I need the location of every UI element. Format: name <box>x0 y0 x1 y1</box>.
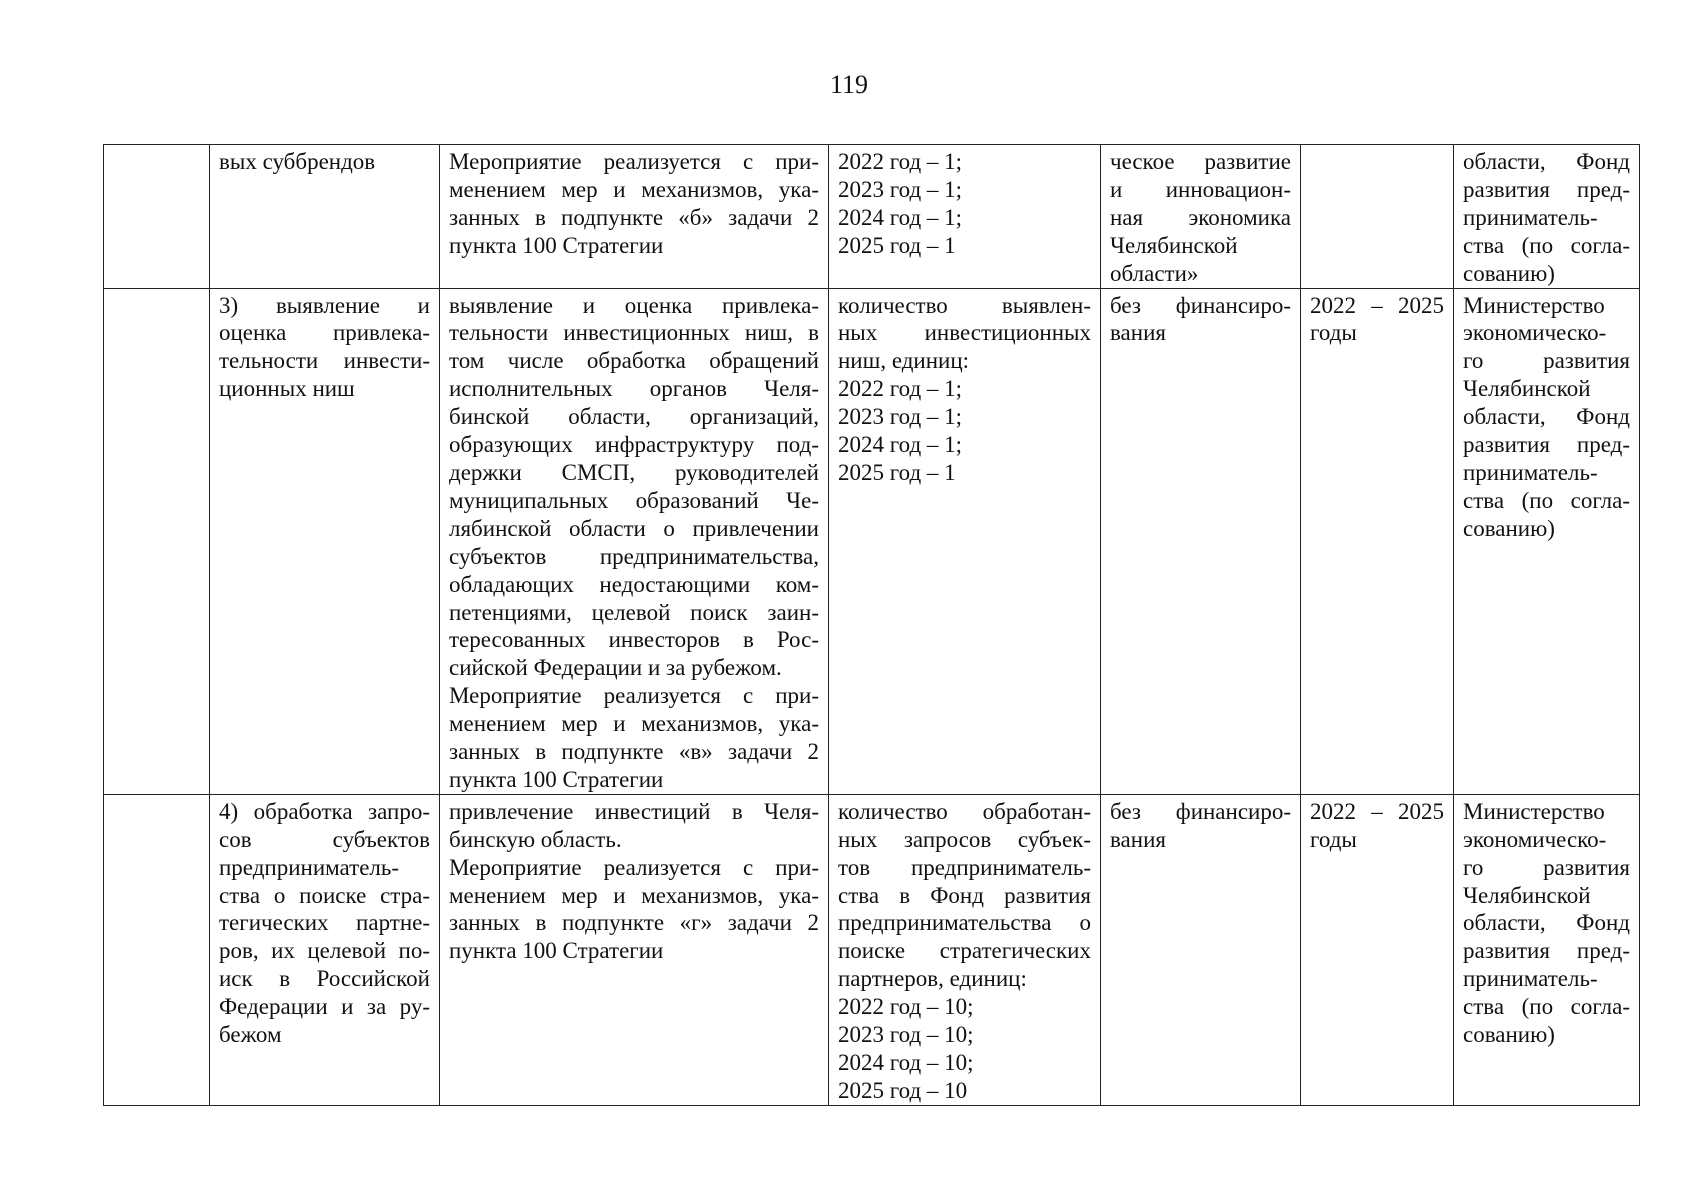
text-line: сийской Федерации и за рубежом. <box>449 655 782 681</box>
text-line: 2022 – 2025 <box>1310 292 1444 318</box>
text-line: 2025 год – 10 <box>838 1077 968 1103</box>
text-line: обладающих недостающими ком- <box>449 571 819 597</box>
executor-cell <box>1454 794 1640 1105</box>
text-line: менением мер и механизмов, ука- <box>449 882 819 908</box>
text-line: субъектов предпринимательства, <box>449 543 819 569</box>
text-line: тегических партне- <box>219 910 430 936</box>
funding-cell <box>1101 794 1301 1105</box>
executor-cell <box>1454 288 1640 794</box>
indicator-cell <box>829 145 1101 289</box>
funding-cell <box>1101 145 1301 289</box>
text-line: сованию) <box>1463 1022 1555 1048</box>
text-line: го развития <box>1463 348 1630 374</box>
text-line: муниципальных образований Че- <box>449 487 819 513</box>
text-line: ства в Фонд развития <box>838 882 1091 908</box>
table-row <box>104 288 1640 794</box>
text-line: Мероприятие реализуется с при- <box>449 149 819 174</box>
text-line: сованию) <box>1463 260 1555 286</box>
text-line: предпринимательства о <box>838 910 1091 936</box>
table-row <box>104 794 1640 1105</box>
text-line: тельности инвестиционных ниш, в <box>449 320 819 346</box>
text-line: вания <box>1110 320 1166 346</box>
text-line: 2022 год – 1; <box>838 376 963 402</box>
text-line: 2025 год – 1 <box>838 459 956 485</box>
text-line: ных инвестиционных <box>838 320 1091 346</box>
text-line: пункта 100 Стратегии <box>449 766 664 792</box>
text-line: Челябинской <box>1463 882 1591 908</box>
text-line: области, Фонд <box>1463 404 1630 430</box>
text-line: сов субъектов <box>219 826 430 852</box>
measure-content-cell <box>440 794 829 1105</box>
text-line: ных запросов субъек- <box>838 826 1091 852</box>
text-line: Мероприятие реализуется с при- <box>449 854 819 880</box>
measure-content-cell <box>440 288 829 794</box>
text-line: области, Фонд <box>1463 910 1630 936</box>
text-line: 2022 год – 10; <box>838 994 974 1020</box>
table-row <box>104 145 1640 289</box>
text-line: области» <box>1110 260 1199 286</box>
period-cell <box>1301 794 1454 1105</box>
text-line: 3) выявление и <box>219 292 430 318</box>
text-line: развития пред- <box>1463 176 1630 202</box>
text-line: Министерство <box>1463 292 1605 318</box>
text-line: лябинской области о привлечении <box>449 515 819 541</box>
text-line: 4) обработка запро- <box>219 798 430 824</box>
text-line: без финансиро- <box>1110 292 1291 318</box>
text-line: Мероприятие реализуется с при- <box>449 683 819 709</box>
text-line: Федерации и за ру- <box>219 994 430 1020</box>
text-line: количество выявлен- <box>838 292 1091 318</box>
text-line: ства (по согла- <box>1463 487 1630 513</box>
text-line: тов предприниматель- <box>838 854 1091 880</box>
text-line: ческое развитие <box>1110 149 1291 174</box>
measures-table <box>103 144 1640 1106</box>
text-line: ства (по согла- <box>1463 994 1630 1020</box>
text-line: петенциями, целевой поиск заин- <box>449 599 819 625</box>
text-line: 2022 – 2025 <box>1310 798 1444 824</box>
text-line: менением мер и механизмов, ука- <box>449 711 819 737</box>
indicator-cell <box>829 794 1101 1105</box>
text-line: иск в Российской <box>219 966 430 992</box>
text-line: годы <box>1310 320 1357 346</box>
text-line: годы <box>1310 826 1357 852</box>
text-line: 2023 год – 1; <box>838 176 963 202</box>
text-line: пункта 100 Стратегии <box>449 232 664 258</box>
text-line: 2024 год – 10; <box>838 1050 974 1075</box>
text-line: исполнительных органов Челя- <box>449 376 819 402</box>
text-line: приниматель- <box>1463 459 1598 485</box>
text-line: ная экономика <box>1110 204 1291 230</box>
text-line: 2024 год – 1; <box>838 432 963 458</box>
text-line: вых суббрендов <box>219 149 376 174</box>
text-line: том числе обработка обращений <box>449 348 819 374</box>
indicator-cell <box>829 288 1101 794</box>
measure-name-cell <box>210 145 440 289</box>
text-line: Челябинской <box>1463 376 1591 402</box>
text-line: тересованных инвесторов в Рос- <box>449 627 819 653</box>
text-line: занных в подпункте «в» задачи 2 <box>449 739 819 765</box>
text-line: привлечение инвестиций в Челя- <box>449 798 819 824</box>
text-line: бежом <box>219 1022 282 1048</box>
text-line: предприниматель- <box>219 854 400 880</box>
text-line: пункта 100 Стратегии <box>449 938 664 964</box>
text-line: ниш, единиц: <box>838 348 970 374</box>
text-line: экономическо- <box>1463 826 1607 852</box>
text-line: приниматель- <box>1463 204 1598 230</box>
period-cell <box>1301 288 1454 794</box>
text-line: приниматель- <box>1463 966 1598 992</box>
text-line: 2023 год – 1; <box>838 404 963 430</box>
text-line: занных в подпункте «б» задачи 2 <box>449 204 819 230</box>
row-number-cell <box>104 288 210 794</box>
measure-content-cell <box>440 145 829 289</box>
text-line: Министерство <box>1463 798 1605 824</box>
text-line: занных в подпункте «г» задачи 2 <box>449 910 819 936</box>
text-line: 2023 год – 10; <box>838 1022 974 1048</box>
text-line: поиске стратегических <box>838 938 1091 964</box>
text-line: вания <box>1110 826 1166 852</box>
text-line: области, Фонд <box>1463 149 1630 174</box>
text-line: и инновацион- <box>1110 176 1291 202</box>
text-line: бинскую область. <box>449 826 622 852</box>
text-line: развития пред- <box>1463 938 1630 964</box>
text-line: оценка привлека- <box>219 320 430 346</box>
period-cell <box>1301 145 1454 289</box>
text-line: без финансиро- <box>1110 798 1291 824</box>
text-line: го развития <box>1463 854 1630 880</box>
executor-cell <box>1454 145 1640 289</box>
text-line: 2024 год – 1; <box>838 204 963 230</box>
text-line: ства (по согла- <box>1463 232 1630 258</box>
text-line: образующих инфраструктуру под- <box>449 432 819 458</box>
text-line: партнеров, единиц: <box>838 966 1027 992</box>
text-line: сованию) <box>1463 515 1555 541</box>
text-line: Челябинской <box>1110 232 1238 258</box>
text-line: экономическо- <box>1463 320 1607 346</box>
funding-cell <box>1101 288 1301 794</box>
text-line: количество обработан- <box>838 798 1091 824</box>
row-number-cell <box>104 794 210 1105</box>
text-line: ства о поиске стра- <box>219 882 430 908</box>
text-line: держки СМСП, руководителей <box>449 459 819 485</box>
text-line: 2022 год – 1; <box>838 149 963 174</box>
text-line: менением мер и механизмов, ука- <box>449 176 819 202</box>
text-line: 2025 год – 1 <box>838 232 956 258</box>
text-line: ров, их целевой по- <box>219 938 430 964</box>
measure-name-cell <box>210 794 440 1105</box>
text-line: бинской области, организаций, <box>449 404 819 430</box>
text-line: ционных ниш <box>219 376 355 402</box>
text-line: тельности инвести- <box>219 348 430 374</box>
text-line: выявление и оценка привлека- <box>449 292 819 318</box>
page-number: 119 <box>829 70 869 99</box>
row-number-cell <box>104 145 210 289</box>
text-line: развития пред- <box>1463 432 1630 458</box>
measure-name-cell <box>210 288 440 794</box>
